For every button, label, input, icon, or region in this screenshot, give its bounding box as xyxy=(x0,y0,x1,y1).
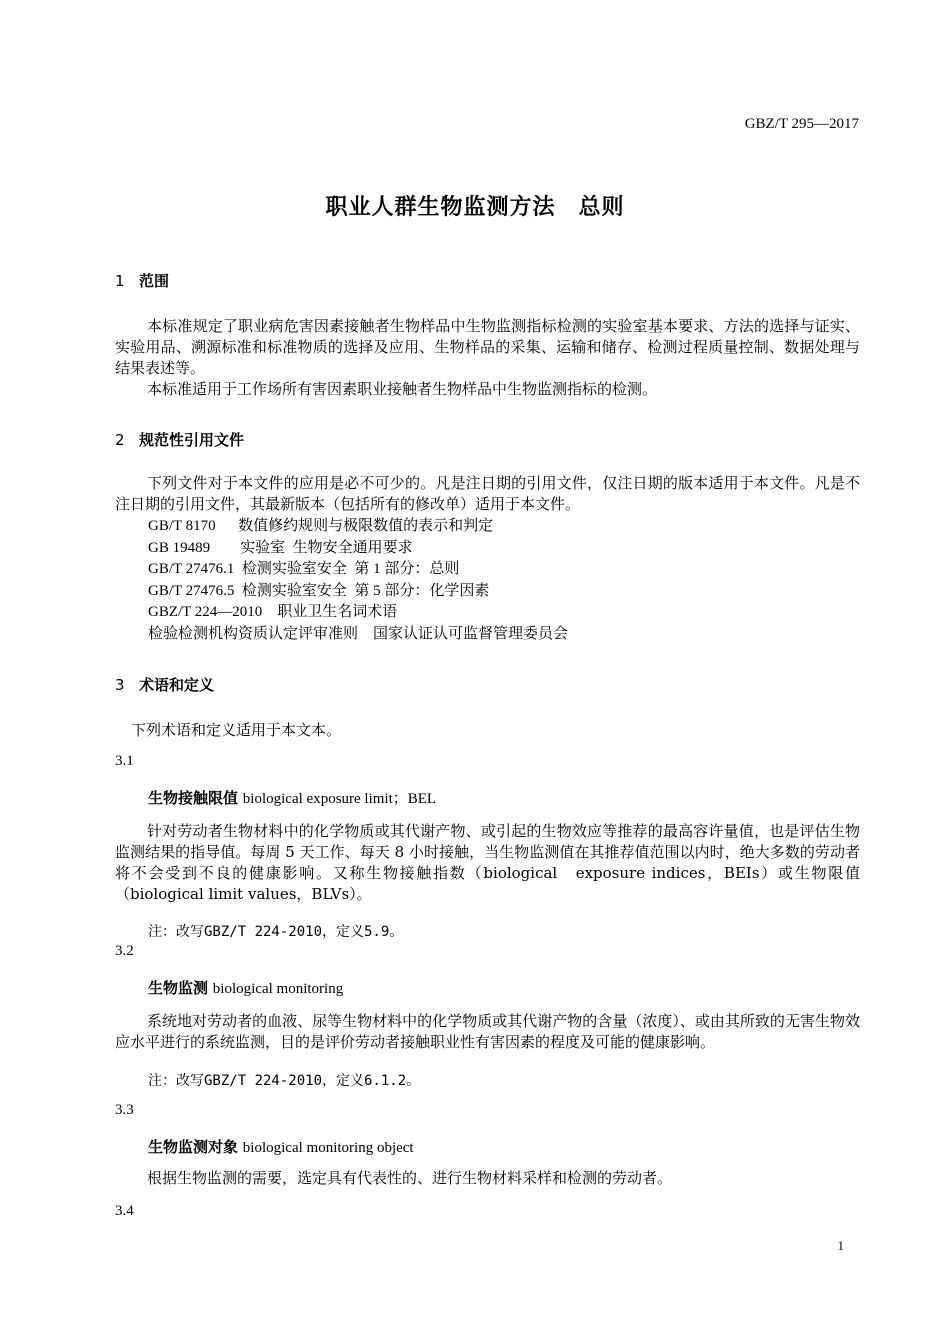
term-heading xyxy=(148,1136,414,1157)
term-note: 注：改写GBZ/T 224-2010，定义6.1.2。 xyxy=(148,1073,421,1089)
term-definition: 根据生物监测的需要，选定具有代表性的、进行生物材料采样和检测的劳动者。 xyxy=(147,1169,673,1187)
term-note: 注：改写GBZ/T 224-2010，定义5.9。 xyxy=(148,924,404,940)
term-en: biological exposure limit；BEL xyxy=(242,791,437,807)
term-number: 3.1 xyxy=(115,753,134,769)
section-number: 1 xyxy=(115,272,125,290)
term-number: 3.2 xyxy=(115,943,134,959)
section-heading-3 xyxy=(115,674,214,695)
term-zh: 生物接触限值 xyxy=(148,789,239,807)
paragraph: 本标准适用于工作场所有害因素职业接触者生物样品中生物监测指标的检测。 xyxy=(147,380,658,398)
reference-item: GB/T 27476.1 检测实验室安全 第 1 部分：总则 xyxy=(148,561,460,578)
section-number: 2 xyxy=(115,431,125,449)
section-title: 范围 xyxy=(139,272,170,290)
term-definition: 系统地对劳动者的血液、尿等生物材料中的化学物质或其代谢产物的含量（浓度）、或由其所致的无害生物效应水平进行的系统监测，目的是评价劳动者接触职业性有害因素的程度及可能的健康影响。 xyxy=(115,1012,860,1051)
reference-list xyxy=(148,516,568,646)
term-zh: 生物监测对象 xyxy=(148,1138,239,1156)
term-number: 3.4 xyxy=(115,1203,134,1219)
reference-item: GB/T 8170 数值修约规则与极限数值的表示和判定 xyxy=(148,518,494,534)
page-number: 1 xyxy=(837,1238,844,1253)
paragraph: 下列文件对于本文件的应用是必不可少的。凡是注日期的引用文件，仅注日期的版本适用于本文件。凡是不注日期的引用文件，其最新版本（包括所有的修改单）适用于本文件。 xyxy=(115,474,860,513)
section-title: 术语和定义 xyxy=(139,676,215,694)
term-heading xyxy=(148,787,436,808)
section-number: 3 xyxy=(115,676,125,694)
reference-item: 检验检测机构资质认定评审准则 国家认证认可监督管理委员会 xyxy=(148,625,569,642)
reference-item: GB 19489 实验室 生物安全通用要求 xyxy=(148,539,413,556)
term-zh: 生物监测 xyxy=(148,979,209,997)
paragraph: 下列术语和定义适用于本文本。 xyxy=(131,721,342,739)
reference-item: GB/T 27476.5 检测实验室安全 第 5 部分：化学因素 xyxy=(148,582,490,599)
section-heading-2 xyxy=(115,429,244,450)
term-heading xyxy=(148,977,343,998)
section-heading-1 xyxy=(115,270,169,291)
doc-code: GBZ/T 295—2017 xyxy=(744,116,859,132)
reference-item: GBZ/T 224—2010 职业卫生名词术语 xyxy=(148,604,398,621)
term-en: biological monitoring object xyxy=(242,1140,414,1156)
term-number: 3.3 xyxy=(115,1102,134,1118)
term-definition: 针对劳动者生物材料中的化学物质或其代谢产物、或引起的生物效应等推荐的最高容许量值，也是评估生物监测结果的指导值。每周 5 天工作、每天 8 小时接触，当生物监测值在其推荐值范围以内时，绝大多数的劳动者将不会受到不良的健康影响。又称生物接触指数（biological exposure indices，BEIs）或生物限值（biological limit values，BLVs）。 xyxy=(115,822,860,903)
term-en: biological monitoring xyxy=(212,981,344,997)
paragraph: 本标准规定了职业病危害因素接触者生物样品中生物监测指标检测的实验室基本要求、方法的选择与证实、实验用品、溯源标准和标准物质的选择及应用、生物样品的采集、运输和储存、检测过程质量控制、数据处理与结果表述等。 xyxy=(115,317,860,377)
page-title: 职业人群生物监测方法 总则 xyxy=(325,195,625,220)
section-title: 规范性引用文件 xyxy=(139,431,245,449)
